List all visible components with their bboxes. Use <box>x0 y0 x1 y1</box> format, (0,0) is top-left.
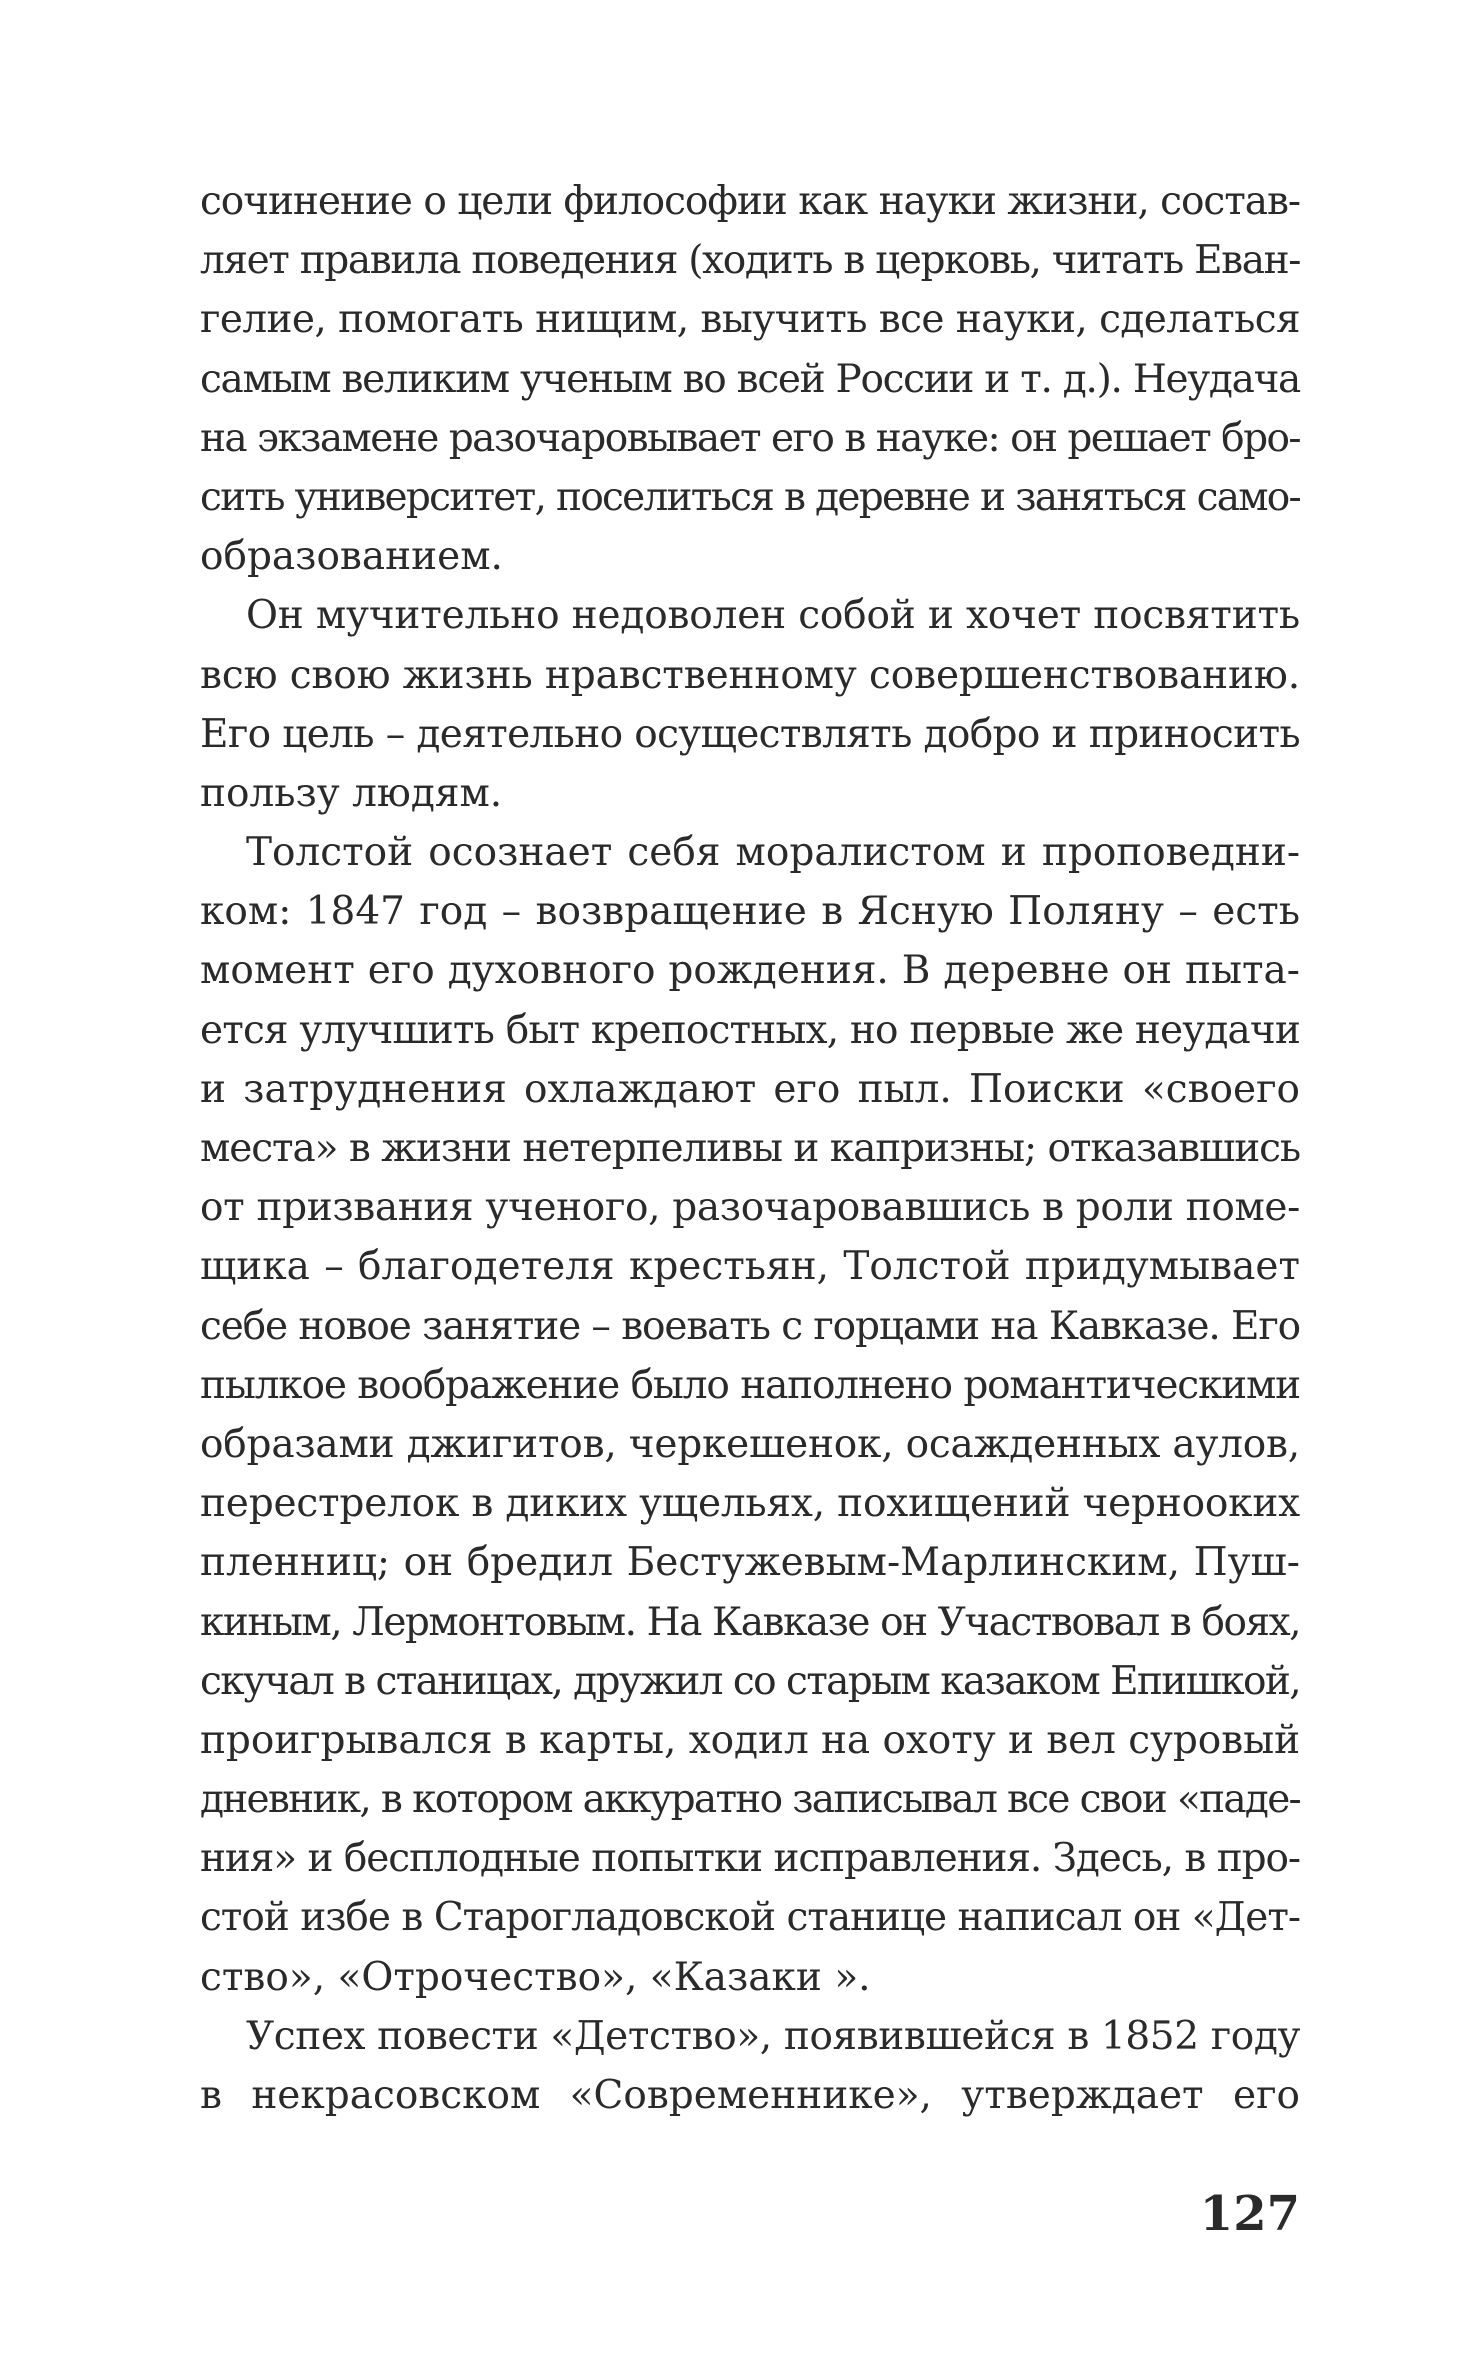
text-line: себе новое занятие – воевать с горцами на Кавказе. Его <box>200 1303 1300 1349</box>
text-line: образами джигитов, черкешенок, осажденных аулов, <box>200 1421 1300 1467</box>
text-line: проигрывался в карты, ходил на охоту и вел суровый <box>200 1717 1300 1763</box>
text-line: Толстой осознает себя моралистом и проповедни- <box>246 830 1300 876</box>
text-line: Успех повести «Детство», появившейся в 1852 году <box>246 2013 1300 2059</box>
text-line: щика – благодетеля крестьян, Толстой придумывает <box>200 1244 1300 1290</box>
text-line: сить университет, поселиться в деревне и заняться само- <box>200 474 1300 520</box>
text-line: ляет правила поведения (ходить в церковь, читать Еван- <box>200 238 1300 284</box>
text-line: скучал в станицах, дружил со старым казаком Епишкой, <box>200 1658 1300 1704</box>
text-line: образованием. <box>200 534 503 580</box>
text-line: момент его духовного рождения. В деревне он пыта- <box>200 948 1300 994</box>
text-line: стой избе в Старогладовской станице написал он «Дет- <box>200 1895 1300 1941</box>
text-line: Его цель – деятельно осуществлять добро и приносить <box>200 711 1300 757</box>
text-line: самым великим ученым во всей России и т. д.). Неудача <box>200 356 1300 402</box>
text-line: ком: 1847 год – возвращение в Ясную Поляну – есть <box>200 889 1300 935</box>
text-line: ется улучшить быт крепостных, но первые же неудачи <box>200 1007 1300 1053</box>
text-line: перестрелок в диких ущельях, похищений черноокиx <box>200 1481 1300 1527</box>
text-line: сочинение о цели философии как науки жизни, состав- <box>200 179 1300 224</box>
text-line: Он мучительно недоволен собой и хочет посвятить <box>246 593 1300 639</box>
text-line: пленниц; он бредил Бестужевым-Марлинским, Пуш- <box>200 1540 1300 1586</box>
text-line: киным, Лермонтовым. На Кавказе он Участвовал в боях, <box>200 1599 1300 1645</box>
text-line: и затруднения охлаждают его пыл. Поиски «своего <box>200 1066 1300 1112</box>
text-line: ство», «Отрочество», «Казаки ». <box>200 1954 871 2000</box>
text-line: гелие, помогать нищим, выучить все науки, сделаться <box>200 297 1300 343</box>
text-line: всю свою жизнь нравственному совершенствованию. <box>200 652 1300 698</box>
text-line: места» в жизни нетерпеливы и капризны; отказавшись <box>200 1126 1300 1171</box>
text-line: ния» и бесплодные попытки исправления. Здесь, в про- <box>200 1836 1300 1882</box>
text-line: пылкое воображение было наполнено романтическими <box>200 1362 1300 1408</box>
text-line: дневник, в котором аккуратно записывал все свои «паде- <box>200 1777 1300 1823</box>
text-line: на экзамене разочаровывает его в науке: он решает бро- <box>200 415 1300 461</box>
body-text <box>200 172 1300 2125</box>
text-line: пользу людям. <box>200 770 503 816</box>
text-line: от призвания ученого, разочаровавшись в роли поме- <box>200 1185 1300 1231</box>
text-line: в некрасовском «Современнике», утверждает его <box>200 2073 1300 2118</box>
page-number: 127 <box>1199 2186 1300 2242</box>
